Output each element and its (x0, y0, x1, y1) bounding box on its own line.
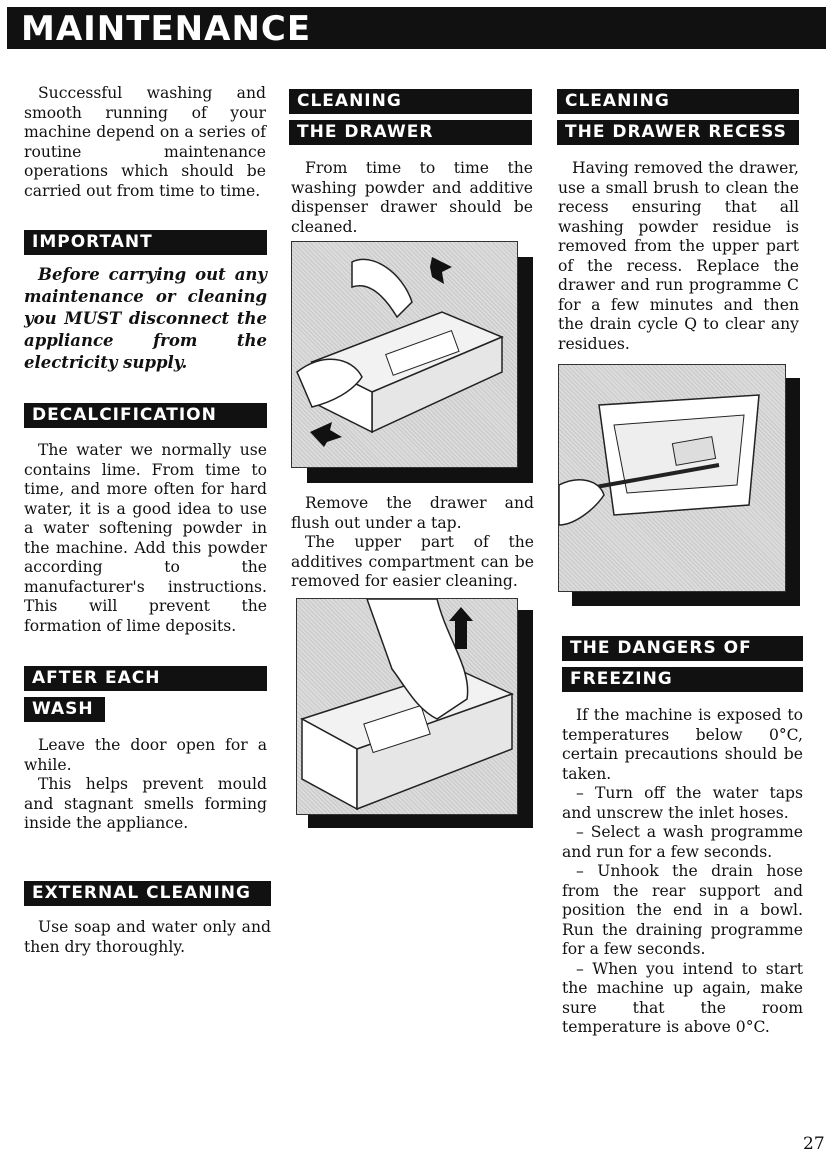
column-left (24, 84, 266, 201)
after-each-wash-heading-2: WASH (24, 697, 105, 722)
freezing-heading-1: THE DANGERS OF (562, 636, 803, 661)
important-text: Before carrying out any maintenance or cleaning you MUST disconnect the appliance from the electricity supply. (24, 265, 267, 372)
cleaning-drawer-text-2: Remove the drawer and flush out under a tap. (291, 494, 534, 532)
external-cleaning-text: Use soap and water only and then dry thoroughly. (24, 918, 271, 956)
drawer-removal-illustration (291, 241, 518, 468)
after-each-wash-body (24, 736, 267, 834)
important-heading: IMPORTANT (24, 230, 267, 255)
figure-compartment-removal (296, 598, 535, 828)
cleaning-drawer-heading-2: THE DRAWER (289, 120, 532, 145)
external-cleaning-section (24, 881, 271, 906)
compartment-illustration-drawing (297, 599, 517, 814)
decalcification-heading: DECALCIFICATION (24, 403, 267, 428)
cleaning-recess-section (557, 89, 799, 145)
important-body (24, 264, 267, 374)
external-cleaning-body (24, 918, 271, 957)
freezing-step: – Select a wash programme and run for a few seconds. (562, 823, 803, 861)
intro-text: Successful washing and smooth running of your machine depend on a series of routine maintenance operations which should be carried out from time to time. (24, 84, 266, 200)
after-each-wash-text-2: This helps prevent mould and stagnant smells forming inside the appliance. (24, 775, 267, 832)
important-section (24, 230, 267, 255)
cleaning-drawer-text-1: From time to time the washing powder and additive dispenser drawer should be cleaned. (291, 159, 533, 236)
figure-recess-brush (558, 364, 802, 608)
freezing-intro: If the machine is exposed to temperatures below 0°C, certain precautions should be taken. (562, 706, 803, 783)
drawer-illustration-drawing (292, 242, 517, 467)
freezing-body (562, 706, 803, 1038)
after-each-wash-heading-1: AFTER EACH (24, 666, 267, 691)
cleaning-recess-text: Having removed the drawer, use a small brush to clean the recess ensuring that all washing powder residue is removed from the upper part of the recess. Replace the drawer and run programme C for a few minutes and then the drain cycle Q to clear any residues. (558, 159, 799, 353)
freezing-section (562, 636, 803, 692)
freezing-step: – When you intend to start the machine up again, make sure that the room temperature is above 0°C. (562, 959, 803, 1036)
page-title: MAINTENANCE (21, 9, 312, 49)
cleaning-drawer-text-3: The upper part of the additives compartment can be removed for easier cleaning. (291, 533, 534, 590)
after-each-wash-section (24, 666, 267, 722)
decalcification-section (24, 403, 267, 428)
after-each-wash-text-1: Leave the door open for a while. (24, 736, 267, 774)
recess-illustration-drawing (559, 365, 785, 591)
freezing-step: – Turn off the water taps and unscrew the inlet hoses. (562, 784, 803, 822)
compartment-removal-illustration (296, 598, 518, 815)
cleaning-recess-heading-1: CLEANING (557, 89, 799, 114)
figure-shadow (572, 590, 800, 606)
figure-drawer-removal (291, 241, 534, 484)
page-number: 27 (803, 1134, 825, 1154)
recess-brush-illustration (558, 364, 786, 592)
decalcification-body (24, 441, 267, 636)
cleaning-drawer-body (291, 159, 533, 237)
freezing-step: – Unhook the drain hose from the rear support and position the end in a bowl. Run the draining programme for a few seconds. (562, 862, 803, 958)
external-cleaning-heading: EXTERNAL CLEANING (24, 881, 271, 906)
cleaning-drawer-section (289, 89, 532, 145)
title-banner (7, 7, 826, 49)
cleaning-drawer-body-2 (291, 494, 534, 592)
figure-shadow (307, 467, 533, 483)
cleaning-drawer-heading-1: CLEANING (289, 89, 532, 114)
freezing-heading-2: FREEZING (562, 667, 803, 692)
decalcification-text: The water we normally use contains lime. From time to time, and more often for hard water, it is a good idea to use a water softening powder in the machine. Add this powder according to the manufacturer's instructions. This will prevent the formation of lime deposits. (24, 441, 267, 635)
cleaning-recess-heading-2: THE DRAWER RECESS (557, 120, 799, 145)
cleaning-recess-body (558, 159, 799, 354)
